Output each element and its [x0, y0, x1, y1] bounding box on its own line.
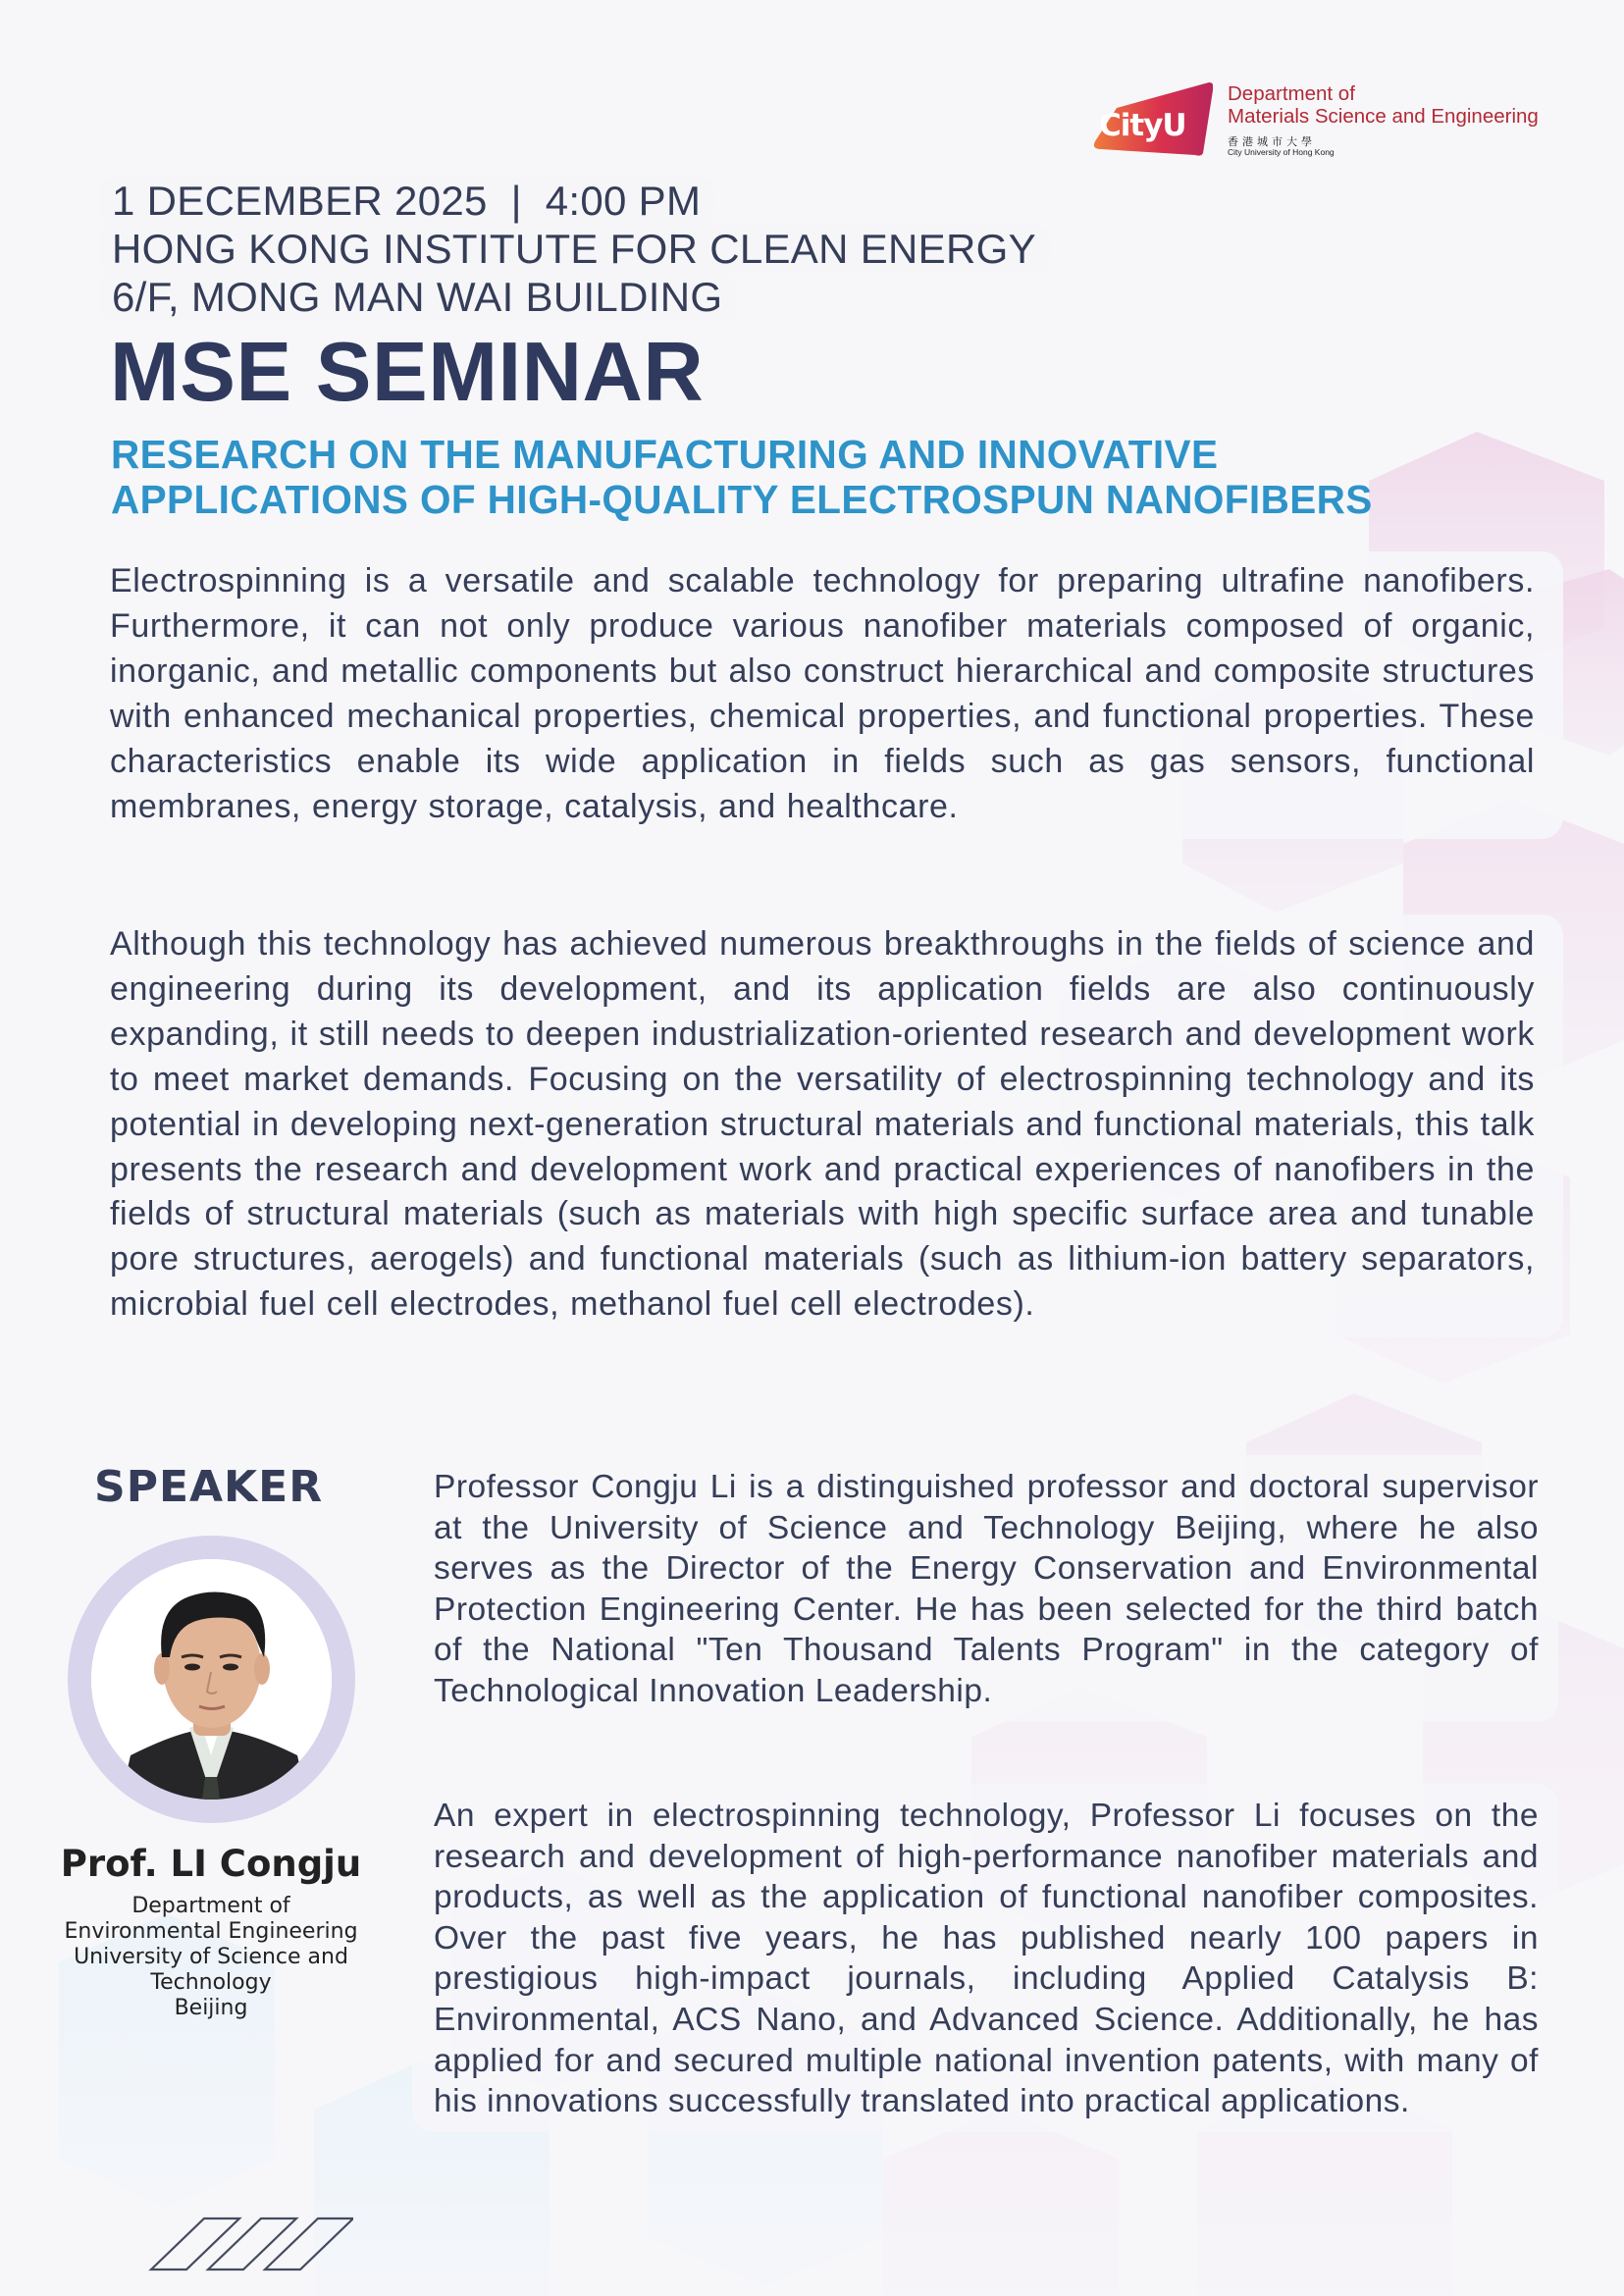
affiliation-line-1: Department of: [131, 1894, 290, 1918]
page-title: MSE SEMINAR: [110, 326, 705, 419]
parallelogram-decoration-icon: [137, 2216, 353, 2274]
seminar-topic-line-1: RESEARCH ON THE MANUFACTURING AND INNOVATIVE: [111, 432, 1219, 477]
speaker-photo-ring: [68, 1536, 355, 1823]
department-name: [1228, 82, 1539, 128]
abstract-paragraph-2-box: [86, 914, 1563, 1337]
abstract-paragraph-1-box: [86, 551, 1563, 839]
department-line-1: Department of: [1228, 82, 1355, 105]
affiliation-line-2: Environmental Engineering: [64, 1919, 358, 1944]
cityu-logo-text: CityU: [1099, 108, 1186, 143]
event-venue-line-1: HONG KONG INSTITUTE FOR CLEAN ENERGY: [98, 225, 1050, 273]
speaker-bio-paragraph-1: Professor Congju Li is a distinguished professor and doctoral supervisor at the University of Science and Technology Beijing, where he also serves as the Director of the Energy Conservation and Environmental Protection Engineering Center. He has been selected for the third batch of the National "Ten Thousand Talents Program" in the category of Technological Innovation Leadership.: [434, 1469, 1539, 1709]
abstract-paragraph-2: Although this technology has achieved numerous breakthroughs in the fields of science and engineering during its development, and its application fields are also continuously expanding, it still needs to deepen industrialization-oriented research and development work to meet market demands. Focusing on the versatility of electrospinning technology and its potential in developing next-generation structural materials and functional materials, this talk presents the research and development work and practical experiences of nanofibers in the fields of structural materials (such as materials with high specific surface area and tunable pore structures, aerogels) and functional materials (such as lithium-ion battery separators, microbial fuel cell electrodes, methanol fuel cell electrodes).: [110, 925, 1535, 1324]
event-info: [98, 177, 1050, 321]
speaker-portrait-icon: [91, 1559, 332, 1800]
affiliation-line-3: University of Science and: [74, 1945, 348, 1969]
seminar-topic: [111, 432, 1373, 522]
speaker-bio-paragraph-2: An expert in electrospinning technology, Professor Li focuses on the research and development of high-performance nanofiber materials and products, as well as the application of functional nanofiber composites. Over the past five years, he has published nearly 100 papers in prestigious high-impact journals, including Applied Catalysis B: Environmental, ACS Nano, and Advanced Science. Additionally, he has applied for and secured multiple national invention patents, with many of his innovations successfully translated into practical applications.: [434, 1798, 1539, 2120]
cityu-mse-logo: [1087, 78, 1558, 167]
university-english-name: City University of Hong Kong: [1228, 147, 1335, 157]
speaker-bio-1-box: [412, 1455, 1558, 1722]
abstract-paragraph-1: Electrospinning is a versatile and scalable technology for preparing ultrafine nanofibers. Furthermore, it can not only produce various nanofiber materials composed of organic, inorganic, and metallic components but also construct hierarchical and composite structures with enhanced mechanical properties, chemical properties, and functional properties. These characteristics enable its wide application in fields such as gas sensors, functional membranes, energy storage, catalysis, and healthcare.: [110, 562, 1535, 825]
speaker-name: Prof. LI Congju: [60, 1843, 362, 1885]
event-date-time: 1 DECEMBER 2025 | 4:00 PM: [98, 177, 714, 225]
speaker-bio-2-box: [412, 1784, 1558, 2132]
affiliation-line-5: Beijing: [174, 1996, 248, 2020]
affiliation-line-4: Technology: [150, 1970, 272, 1995]
seminar-topic-line-2: APPLICATIONS OF HIGH-QUALITY ELECTROSPUN NANOFIBERS: [111, 477, 1373, 522]
university-chinese-name: 香港城市大學: [1228, 135, 1316, 148]
speaker-photo: [91, 1559, 332, 1800]
event-venue-line-2: 6/F, MONG MAN WAI BUILDING: [98, 273, 736, 321]
speaker-affiliation: [39, 1894, 383, 2021]
speaker-heading: SPEAKER: [94, 1462, 324, 1512]
department-line-2: Materials Science and Engineering: [1228, 105, 1539, 128]
